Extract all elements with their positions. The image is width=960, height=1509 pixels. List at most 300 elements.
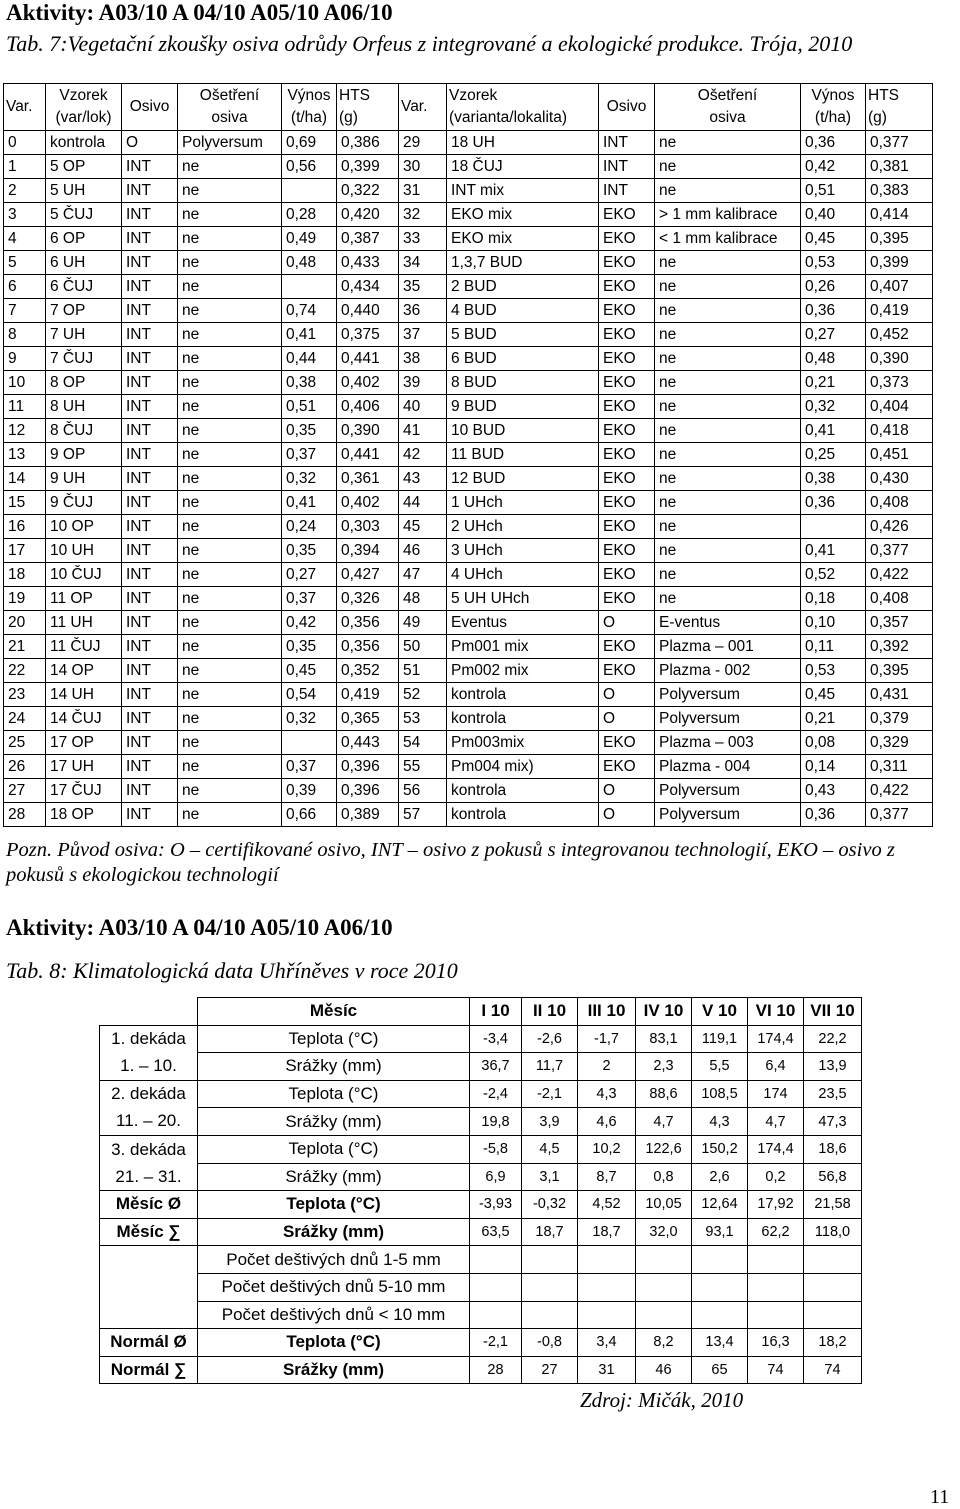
table-cell: 0,36 [801,299,866,323]
table-cell: 0,10 [801,611,866,635]
table-cell: 0,311 [866,755,933,779]
table-cell: 14 OP [46,659,122,683]
value-cell: 5,5 [692,1053,748,1081]
table-cell: O [599,683,655,707]
value-cell [636,1246,692,1274]
table-cell: 0,396 [337,755,399,779]
table-cell: 0,49 [282,227,337,251]
header-hts-2: HTS (g) [866,84,933,131]
table-row [4,587,933,611]
value-cell [578,1246,636,1274]
header-var-2: Var. [399,84,447,131]
table-cell: ne [655,467,801,491]
table7-header-row [4,84,933,131]
table7-caption: Tab. 7:Vegetační zkoušky osiva odrůdy Orfeus z integrované a ekologické produkce. Trója, 2010 [6,31,853,56]
value-cell: 2 [578,1053,636,1081]
table-cell: ne [178,635,282,659]
table-row [4,563,933,587]
table-row [4,395,933,419]
table-cell: EKO [599,659,655,683]
table-cell: 0,392 [866,635,933,659]
value-cell: 150,2 [692,1135,748,1163]
table-cell: INT [122,803,178,827]
measure-cell: Počet deštivých dnů < 10 mm [198,1301,470,1329]
table-cell: 0,41 [282,491,337,515]
header-hts: HTS (g) [337,84,399,131]
table-cell: 0,427 [337,563,399,587]
month-header: III 10 [578,998,636,1026]
value-cell: 4,3 [578,1080,636,1108]
table-cell: INT [122,155,178,179]
table-cell: INT [122,491,178,515]
table-cell: Plazma – 003 [655,731,801,755]
table-row [4,707,933,731]
value-cell: 8,2 [636,1329,692,1357]
table-cell: 36 [399,299,447,323]
value-cell: 18,2 [804,1329,862,1357]
table-cell: O [599,611,655,635]
table-cell: O [599,707,655,731]
table-cell: 17 OP [46,731,122,755]
value-cell [470,1301,522,1329]
table-cell: EKO [599,587,655,611]
table-cell: 37 [399,323,447,347]
value-cell: 23,5 [804,1080,862,1108]
value-cell [578,1273,636,1301]
table-cell: 46 [399,539,447,563]
period-cell: Normál ∑ [100,1356,198,1384]
table8-month-label: Měsíc [198,998,470,1026]
table-cell: 0,373 [866,371,933,395]
table7-body [4,131,933,827]
table-cell: 0,35 [282,635,337,659]
table-cell: 11 BUD [447,443,599,467]
value-cell [470,1246,522,1274]
month-header: V 10 [692,998,748,1026]
table-cell: 0,53 [801,251,866,275]
table-cell: 0,399 [866,251,933,275]
value-cell [748,1246,804,1274]
table-cell: 3 UHch [447,539,599,563]
table-cell: 0,352 [337,659,399,683]
value-cell: 27 [522,1356,578,1384]
table-cell: 0,08 [801,731,866,755]
table-cell: 0,48 [282,251,337,275]
table-cell: 0,14 [801,755,866,779]
table-cell: 0,322 [337,179,399,203]
table-cell: 15 [4,491,46,515]
table-cell: EKO [599,563,655,587]
table-cell: 0,40 [801,203,866,227]
table-row [4,347,933,371]
table-cell: EKO [599,419,655,443]
table-cell: 0,45 [801,227,866,251]
table-cell: Polyversum [655,779,801,803]
value-cell: -5,8 [470,1135,522,1163]
table-cell: 52 [399,683,447,707]
table-cell: 0,406 [337,395,399,419]
value-cell: 174,4 [748,1135,804,1163]
table-cell: Plazma - 004 [655,755,801,779]
table-cell: 43 [399,467,447,491]
value-cell [636,1301,692,1329]
table-cell: ne [655,251,801,275]
table-cell: INT [122,659,178,683]
table-cell: 5 ČUJ [46,203,122,227]
table-cell: ne [178,467,282,491]
table-cell: 0,48 [801,347,866,371]
table-cell: INT [122,611,178,635]
month-header: IV 10 [636,998,692,1026]
table-cell: INT mix [447,179,599,203]
value-cell: -3,93 [470,1191,522,1219]
table-cell: 42 [399,443,447,467]
value-cell: 4,6 [578,1108,636,1136]
table-cell: 19 [4,587,46,611]
table-row [4,443,933,467]
value-cell [522,1273,578,1301]
value-cell [692,1301,748,1329]
table-row [4,155,933,179]
table-row [100,1218,862,1246]
table-row [4,203,933,227]
value-cell: 62,2 [748,1218,804,1246]
table-cell: 7 UH [46,323,122,347]
table-cell: ne [655,371,801,395]
table-cell: 29 [399,131,447,155]
table-row [100,1191,862,1219]
table-row [4,251,933,275]
table-cell: Pm002 mix [447,659,599,683]
value-cell: 10,05 [636,1191,692,1219]
table-cell: ne [178,251,282,275]
table-cell: 0,32 [282,467,337,491]
table-cell: ne [655,419,801,443]
period-cell: Měsíc ∑ [100,1218,198,1246]
table-cell: 0,402 [337,371,399,395]
table-cell: 0,329 [866,731,933,755]
value-cell: 93,1 [692,1218,748,1246]
value-cell: 0,2 [748,1163,804,1191]
table-cell: 0,422 [866,779,933,803]
table-cell: 24 [4,707,46,731]
table-cell: 18 OP [46,803,122,827]
value-cell: 74 [804,1356,862,1384]
value-cell [470,1273,522,1301]
value-cell: 12,64 [692,1191,748,1219]
table-cell: 1 [4,155,46,179]
value-cell [804,1246,862,1274]
table-cell: 0,26 [801,275,866,299]
table-cell: 4 UHch [447,563,599,587]
period-cell: Normál Ø [100,1329,198,1357]
table-cell: 22 [4,659,46,683]
table-cell: 41 [399,419,447,443]
table-cell: ne [178,419,282,443]
table-cell: ne [178,563,282,587]
table-cell: Pm004 mix) [447,755,599,779]
table-cell: EKO mix [447,203,599,227]
table-cell: 48 [399,587,447,611]
value-cell: 119,1 [692,1025,748,1053]
value-cell [522,1301,578,1329]
table-cell: 16 [4,515,46,539]
table-cell: 0,36 [801,491,866,515]
value-cell: 19,8 [470,1108,522,1136]
table-cell: EKO [599,275,655,299]
table-cell: Polyversum [655,707,801,731]
table-cell: 17 ČUJ [46,779,122,803]
value-cell: 18,7 [522,1218,578,1246]
table-cell: EKO [599,347,655,371]
table-cell: 0,356 [337,635,399,659]
measure-cell: Srážky (mm) [198,1108,470,1136]
table-cell: 0,390 [866,347,933,371]
table-cell: 47 [399,563,447,587]
table-cell: 0,66 [282,803,337,827]
header-var: Var. [4,84,46,131]
table-cell: kontrola [447,683,599,707]
table-row [4,539,933,563]
table-cell: INT [122,251,178,275]
table-cell: 0,379 [866,707,933,731]
table-cell: 18 [4,563,46,587]
value-cell: 122,6 [636,1135,692,1163]
table-cell: 2 [4,179,46,203]
table-cell: 0,41 [282,323,337,347]
table-cell: EKO [599,299,655,323]
table-cell: 8 UH [46,395,122,419]
table-cell: 0,35 [282,419,337,443]
table-row [4,803,933,827]
table-cell: ne [655,563,801,587]
table7 [3,83,933,827]
table-cell: 0,399 [337,155,399,179]
table-cell: 0,21 [801,371,866,395]
value-cell: 16,3 [748,1329,804,1357]
table-cell: ne [178,491,282,515]
value-cell: 4,7 [748,1108,804,1136]
table-cell: ne [178,611,282,635]
table-cell: 0,408 [866,587,933,611]
value-cell: 31 [578,1356,636,1384]
value-cell: 11,7 [522,1053,578,1081]
value-cell: 118,0 [804,1218,862,1246]
period-cell: 1. dekáda [100,1025,198,1053]
table-cell: ne [655,443,801,467]
table-cell: Pm003mix [447,731,599,755]
table-cell: ne [178,731,282,755]
table-cell: ne [178,347,282,371]
measure-cell: Srážky (mm) [198,1218,470,1246]
header-osetreni-2: Ošetření osiva [655,84,801,131]
table-row [100,1329,862,1357]
table-row [4,611,933,635]
table-cell: 4 [4,227,46,251]
table-cell: 0,387 [337,227,399,251]
table-cell: 1,3,7 BUD [447,251,599,275]
table-cell: 55 [399,755,447,779]
table-cell: 0,41 [801,419,866,443]
table-cell: EKO [599,251,655,275]
table-row [4,755,933,779]
table-cell: 26 [4,755,46,779]
table-cell: INT [122,275,178,299]
table-cell: INT [599,131,655,155]
table-cell: 27 [4,779,46,803]
table-row [100,1356,862,1384]
value-cell: 174,4 [748,1025,804,1053]
table-cell: EKO [599,395,655,419]
table-cell: EKO [599,755,655,779]
table-cell: ne [178,179,282,203]
value-cell: 2,6 [692,1163,748,1191]
table-cell: ne [178,155,282,179]
table-cell: 0,51 [282,395,337,419]
table-cell: EKO [599,731,655,755]
table-cell: 57 [399,803,447,827]
table-cell: 6 BUD [447,347,599,371]
table-cell: 2 UHch [447,515,599,539]
table-cell: 6 [4,275,46,299]
table-cell: INT [122,203,178,227]
table-row [100,1163,862,1191]
table-cell: 0,38 [801,467,866,491]
table-cell: ne [655,395,801,419]
table-cell: EKO [599,323,655,347]
table-cell: 0,36 [801,803,866,827]
table-cell: INT [122,707,178,731]
value-cell: 28 [470,1356,522,1384]
value-cell: 108,5 [692,1080,748,1108]
table-cell: 0,25 [801,443,866,467]
table-cell: 0,375 [337,323,399,347]
table-cell: 0,404 [866,395,933,419]
table-cell: ne [655,347,801,371]
table-cell: ne [178,323,282,347]
value-cell: 88,6 [636,1080,692,1108]
table-cell: 6 ČUJ [46,275,122,299]
table-cell: INT [122,779,178,803]
table-cell: 11 OP [46,587,122,611]
table-row [100,1025,862,1053]
table-cell: 44 [399,491,447,515]
value-cell: 18,7 [578,1218,636,1246]
table-cell: 5 [4,251,46,275]
table-cell: ne [655,515,801,539]
table-cell: 0,420 [337,203,399,227]
header-vynos: Výnos (t/ha) [282,84,337,131]
table-cell: ne [178,803,282,827]
table8 [99,997,862,1384]
table-row [4,419,933,443]
table-cell: ne [178,203,282,227]
table-cell: 0,441 [337,347,399,371]
table-cell: ne [178,299,282,323]
table-cell: 9 BUD [447,395,599,419]
table-cell: ne [178,371,282,395]
value-cell: 0,8 [636,1163,692,1191]
table-cell: ne [178,659,282,683]
table-cell: 12 [4,419,46,443]
table-cell: INT [122,683,178,707]
table-cell: ne [655,323,801,347]
table-cell: ne [655,179,801,203]
source-citation: Zdroj: Mičák, 2010 [580,1388,744,1412]
table-cell: ne [178,275,282,299]
period-cell: 3. dekáda [100,1135,198,1163]
table-cell: INT [122,443,178,467]
table-cell: 5 UH [46,179,122,203]
table-cell: 0,32 [282,707,337,731]
measure-cell: Teplota (°C) [198,1191,470,1219]
table-cell: 0,32 [801,395,866,419]
table-cell: 0,27 [282,563,337,587]
table-row [4,131,933,155]
table-cell: EKO [599,539,655,563]
table-cell: 0,386 [337,131,399,155]
table-cell: 0,395 [866,227,933,251]
period-cell: Měsíc Ø [100,1191,198,1219]
table-cell: 0,394 [337,539,399,563]
value-cell: -0,8 [522,1329,578,1357]
measure-cell: Srážky (mm) [198,1356,470,1384]
table-cell: 10 ČUJ [46,563,122,587]
value-cell: -2,4 [470,1080,522,1108]
table-cell: > 1 mm kalibrace [655,203,801,227]
value-cell: 4,7 [636,1108,692,1136]
table-cell: 0,42 [282,611,337,635]
table-row [4,491,933,515]
value-cell: 6,9 [470,1163,522,1191]
value-cell: 22,2 [804,1025,862,1053]
table-cell: 0,408 [866,491,933,515]
month-header: I 10 [470,998,522,1026]
period-cell [100,1301,198,1329]
table-cell: INT [122,515,178,539]
table-cell [282,275,337,299]
table-cell: 0,21 [801,707,866,731]
table-row [4,299,933,323]
table-cell: 0,42 [801,155,866,179]
table-cell: 0,443 [337,731,399,755]
table-cell: INT [122,299,178,323]
table-cell: INT [122,395,178,419]
measure-cell: Srážky (mm) [198,1053,470,1081]
table-row [4,275,933,299]
table-cell: ne [655,155,801,179]
value-cell: 46 [636,1356,692,1384]
table-cell: 0,434 [337,275,399,299]
table-cell: 9 UH [46,467,122,491]
table-cell: ne [178,227,282,251]
period-cell: 21. – 31. [100,1163,198,1191]
table-row [4,323,933,347]
table-cell: 38 [399,347,447,371]
table-cell: 11 UH [46,611,122,635]
table-row [4,659,933,683]
measure-cell: Teplota (°C) [198,1080,470,1108]
value-cell: 63,5 [470,1218,522,1246]
table-cell: 12 BUD [447,467,599,491]
table-row [4,683,933,707]
table-cell: 0,414 [866,203,933,227]
table-cell: 0,54 [282,683,337,707]
table-cell: 0,431 [866,683,933,707]
table-cell: 21 [4,635,46,659]
month-header: VI 10 [748,998,804,1026]
value-cell: 3,9 [522,1108,578,1136]
